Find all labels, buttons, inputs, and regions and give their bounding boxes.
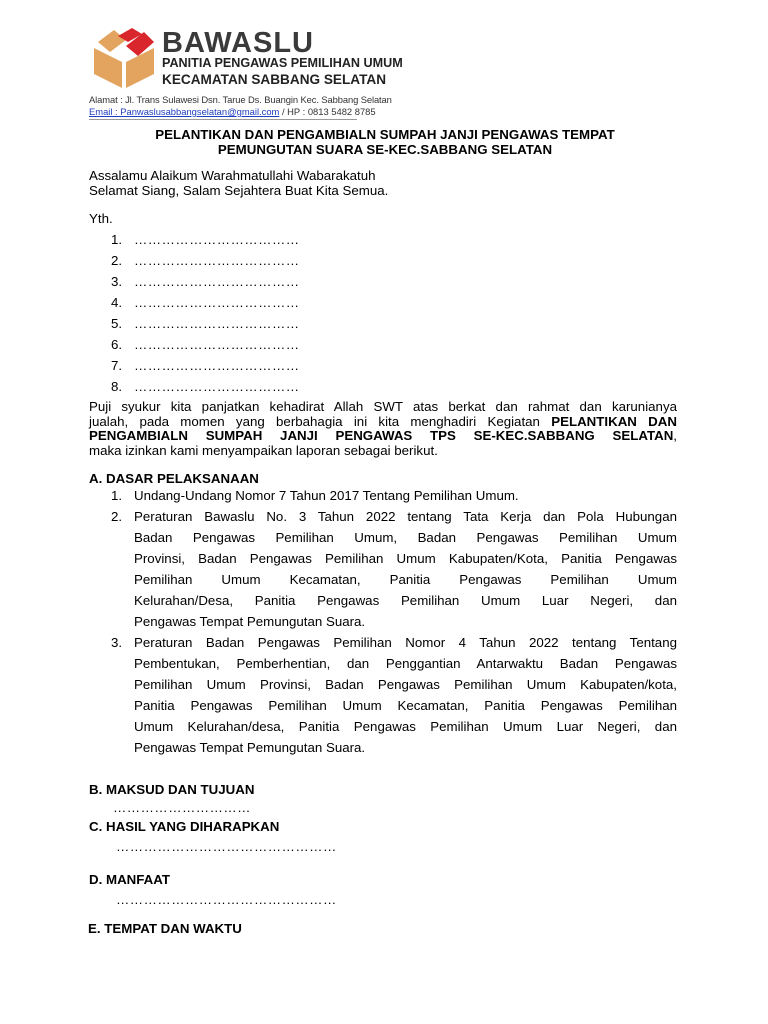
list-line: Panitia Pengawas Pemilihan Umum Kecamatan, Panitia Pengawas Pemilihan [134,698,677,713]
letterhead-contact [89,106,376,118]
intro-line4: maka izinkan kami menyampaikan laporan sebagai berikut. [89,442,438,458]
phone-number: / HP : 0813 5482 8785 [279,106,376,117]
document-title-line1: PELANTIKAN DAN PENGAMBIALN SUMPAH JANJI PENGAWAS TEMPAT [155,127,615,142]
letterhead-divider [89,119,357,120]
addressee-blank: ……………………………… [134,337,300,352]
addressee-blank: ……………………………… [134,316,300,331]
list-line: Umum Kelurahan/desa, Panitia Pengawas Pemilihan Umum Luar Negeri, dan [134,719,677,734]
list-line: Peraturan Badan Pengawas Pemilihan Nomor 4 Tahun 2022 tentang Tentang [134,635,677,650]
list-item-text [134,632,677,758]
addressee-num: 2. [111,253,123,268]
list-line: Pemilihan Umum Kecamatan, Panitia Pengawas Pemilihan Umum [134,572,677,587]
list-line: Pembentukan, Pemberhentian, dan Penggantian Antarwaktu Badan Pengawas [134,656,677,671]
brand-name: BAWASLU [162,27,314,59]
org-name-line1: PANITIA PENGAWAS PEMILIHAN UMUM [162,56,403,70]
list-item-text: Undang-Undang Nomor 7 Tahun 2017 Tentang Pemilihan Umum. [134,488,519,503]
org-name-line2: KECAMATAN SABBANG SELATAN [162,72,387,87]
addressee-blank: ……………………………… [134,253,300,268]
addressee-num: 8. [111,379,123,394]
addressee-label: Yth. [89,211,113,226]
section-a-heading: A. DASAR PELAKSANAAN [89,471,259,486]
list-item-number: 2. [111,509,123,524]
addressee-blank: ……………………………… [134,274,300,289]
list-line: Provinsi, Badan Pengawas Pemilihan Umum Kabupaten/Kota, Panitia Pengawas [134,551,677,566]
list-item-number: 3. [111,635,123,650]
list-line: Badan Pengawas Pemilihan Umum, Badan Pengawas Pemilihan Umum [134,530,677,545]
intro-line2-text: jualah, pada momen yang berbahagia ini kita menghadiri Kegiatan [89,413,552,429]
addressee-num: 1. [111,232,123,247]
bawaslu-logo [92,26,156,88]
addressee-num: 3. [111,274,123,289]
intro-line1: Puji syukur kita panjatkan kehadirat Allah SWT atas berkat dan rahmat dan karunianya [89,399,677,414]
list-line: Pengawas Tempat Pemungutan Suara. [134,614,366,629]
list-item-number: 1. [111,488,123,503]
addressee-blank: ……………………………… [134,379,300,394]
document-title-line2: PEMUNGUTAN SUARA SE-KEC.SABBANG SELATAN [217,142,553,157]
section-b-blank: ………………………… [113,800,251,815]
greeting-line2: Selamat Siang, Salam Sejahtera Buat Kita Semua. [89,183,389,198]
greeting-line1: Assalamu Alaikum Warahmatullahi Wabarakatuh [89,168,376,183]
addressee-num: 7. [111,358,123,373]
list-line: Peraturan Bawaslu No. 3 Tahun 2022 tentang Tata Kerja dan Pola Hubungan [134,509,677,524]
email-link[interactable]: Email : Panwaslusabbangselatan@gmail.com [89,106,280,117]
list-line: Pengawas Tempat Pemungutan Suara. [134,740,366,755]
addressee-blank: ……………………………… [134,232,300,247]
list-line: Kelurahan/Desa, Panitia Pengawas Pemilihan Umum Luar Negeri, dan [134,593,677,608]
addressee-num: 4. [111,295,123,310]
section-b-heading: B. MAKSUD DAN TUJUAN [89,782,255,797]
section-e-heading: E. TEMPAT DAN WAKTU [88,921,242,936]
addressee-num: 5. [111,316,123,331]
intro-line2-bold: PELANTIKAN DAN [551,413,677,429]
addressee-num: 6. [111,337,123,352]
intro-line3 [89,429,677,444]
letterhead-address: Alamat : Jl. Trans Sulawesi Dsn. Tarue Ds. Buangin Kec. Sabbang Selatan [89,94,392,105]
intro-line2 [89,415,677,430]
intro-line3-tail: , [673,428,677,443]
section-c-heading: C. HASIL YANG DIHARAPKAN [89,819,280,834]
addressee-blank: ……………………………… [134,295,300,310]
intro-paragraph [89,400,677,458]
intro-line3-bold: PENGAMBIALN SUMPAH JANJI PENGAWAS TPS SE-KEC.SABBANG SELATAN [89,428,674,443]
list-item-text [134,506,677,632]
section-d-blank: ………………………………………… [116,892,337,907]
addressee-blank: ……………………………… [134,358,300,373]
section-c-blank: ………………………………………… [116,839,337,854]
list-line: Pemilihan Umum Provinsi, Badan Pengawas Pemilihan Umum Kabupaten/kota, [134,677,677,692]
section-d-heading: D. MANFAAT [89,872,171,887]
